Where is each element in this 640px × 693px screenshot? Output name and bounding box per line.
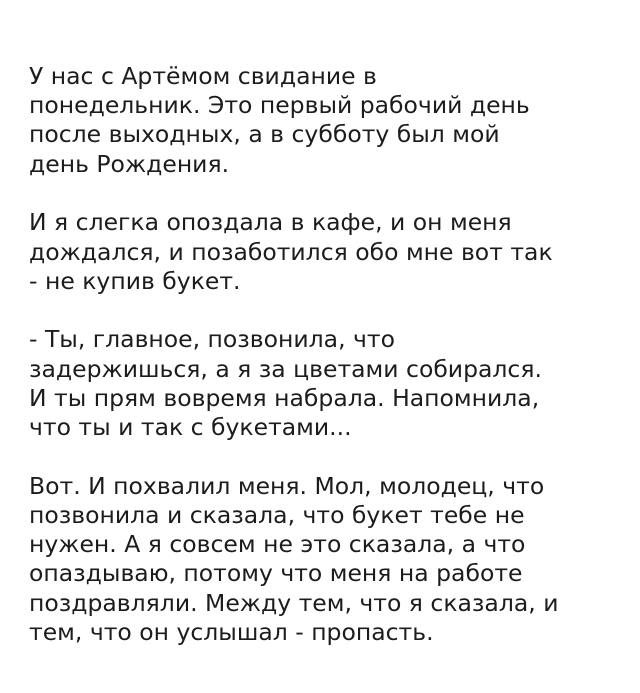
text-line: У нас с Артёмом свидание в	[29, 62, 377, 90]
story-text	[29, 62, 619, 647]
text-line: понедельник. Это первый рабочий день	[29, 91, 530, 120]
text-line: опаздываю, потому что меня на работе	[29, 559, 523, 588]
text-line: после выходных, а в субботу был мой	[29, 120, 500, 149]
text-line: - не купив букет.	[29, 266, 241, 295]
paragraph-date	[29, 62, 619, 179]
paragraph-conclusion	[29, 472, 619, 647]
text-line: тем, что он услышал - пропасть.	[29, 617, 434, 646]
paragraph-cafe	[29, 208, 619, 296]
text-line: поздравляли. Между тем, что я сказала, и	[29, 588, 559, 617]
text-line: Вот. И похвалил меня. Мол, молодец, что	[29, 471, 545, 500]
paragraph-quote	[29, 325, 619, 442]
text-line: И ты прям вовремя набрала. Напомнила,	[29, 383, 540, 412]
text-line: позвонила и сказала, что букет тебе не	[29, 500, 525, 529]
text-line: нужен. А я совсем не это сказала, а что	[29, 530, 526, 559]
text-line: день Рождения.	[29, 149, 230, 178]
text-line: задержишься, а я за цветами собирался.	[29, 354, 542, 383]
text-line: И я слегка опоздала в кафе, и он меня	[29, 208, 512, 237]
text-line: что ты и так с букетами...	[29, 413, 352, 442]
text-line: - Ты, главное, позвонила, что	[29, 325, 395, 354]
text-line: дождался, и позаботился обо мне вот так	[29, 237, 553, 266]
